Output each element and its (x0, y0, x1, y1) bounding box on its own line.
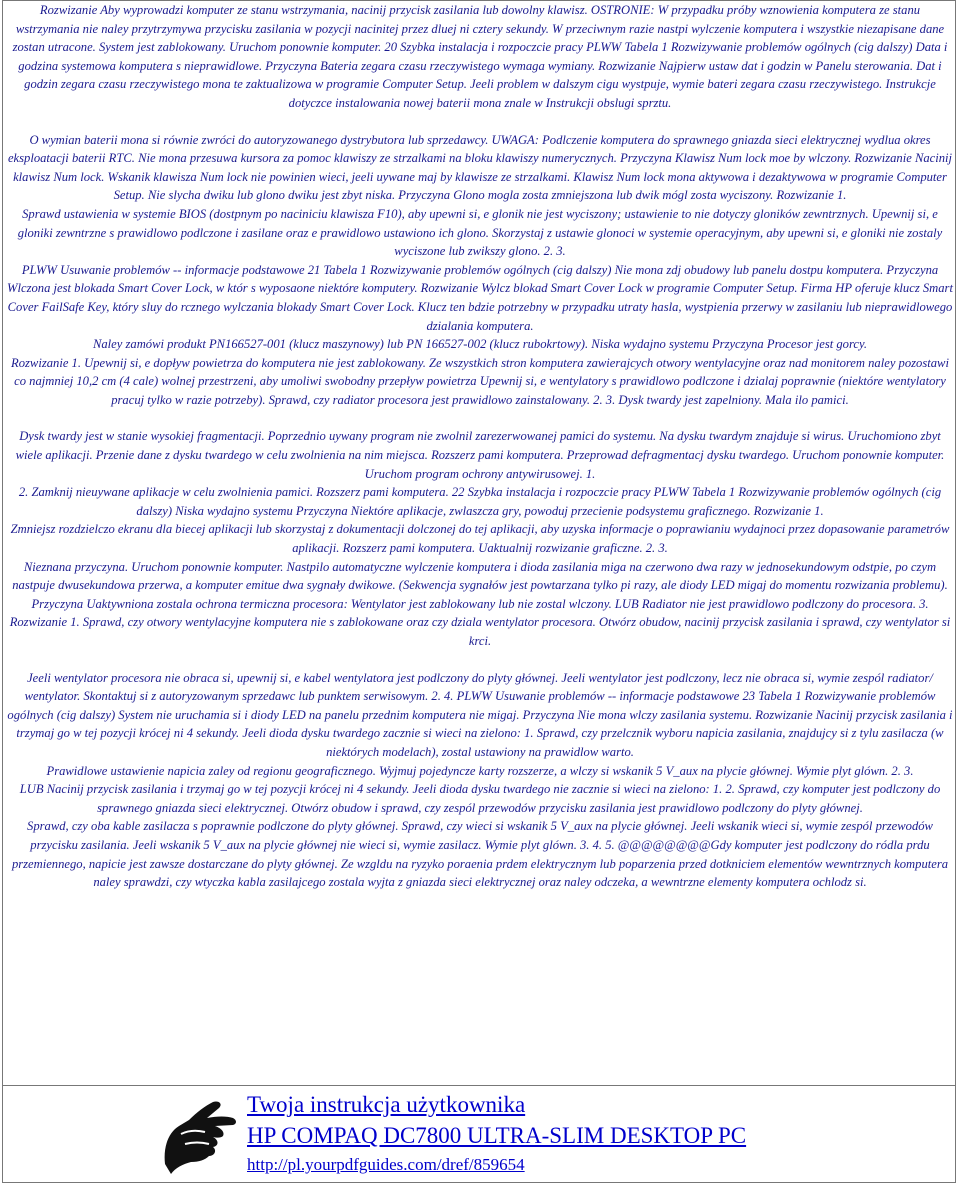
paragraph-order-key: Naley zamówi produkt PN166527-001 (klucz maszynowy) lub PN 166527-002 (klucz rubokrtowy). Niska wydajno systemu Przyczyna Procesor jest gorcy. (92, 337, 868, 352)
manual-page (2, 0, 956, 1183)
paragraph-resolution: Zmniejsz rozdzielczo ekranu dla biecej aplikacji lub skorzystaj z dokumentacji dolczonej do tej aplikacji, aby uzyska informacje o poprawianiu wydajnoci przez dopasowanie parametrów aplikacji. Rozszerz pami komputera. Uaktualnij rozwizanie graficzne. 2. 3. (10, 522, 950, 556)
paragraph-voltage: Prawidlowe ustawienie napicia zaley od regionu geograficznego. Wyjmuj pojedyncze karty rozszerze, a wlczy si wskanik 5 V_aux na plycie głównej. Wymie plyt glówn. 2. 3. (46, 763, 914, 778)
paragraph-power-button: LUB Nacinij przycisk zasilania i trzymaj go w tej pozycji krócej ni 4 sekundy. Jeeli dioda dysku twardego nie zacznie si wieci na zielono: 1. 2. Sprawd, czy komputer jest podlczony do sprawnego gniazda sieci elektrycznej. Otwórz obudow i sprawd, czy zespól przewodów przycisku zasilania jest prawidlowo podlczony do plyty głównej. (19, 782, 941, 815)
footer-divider (3, 1085, 955, 1086)
paragraph-fan: Jeeli wentylator procesora nie obraca si, upewnij si, e kabel wentylatora jest podlczony do plyty głównej. Jeeli wentylator jest podlczony, lecz nie obraca si, wymie zespól radiator/ wentylator. Skontaktuj si z autoryzowanym sprzedawc lub punktem serwisowym. 2. 4. PLWW Usuwanie problemów -- informacje podstawowe 23 Tabela 1 Rozwizywanie problemów ogólnych (cig dalszy) System nie uruchamia si i diody LED na panelu przednim komputera nie migaj. Przyczyna Nie mona wlczy zasilania systemu. Rozwizanie Nacinij przycisk zasilania i trzymaj go w tej pozycji krócej ni 4 sekundy. Jeeli dioda dysku twardego zacznie si wieci na zielono: 1. Sprawd, czy przelcznik wyboru napicia zasilania, znajdujcy si z tylu zasilacza (w niektórych modelach), zostal ustawiony na prawidlow warto. (7, 670, 953, 759)
footer-url-link[interactable]: http://pl.yourpdfguides.com/dref/859654 (247, 1155, 525, 1174)
paragraph-sleep-power: Rozwizanie Aby wyprowadzi komputer ze stanu wstrzymania, nacinij przycisk zasilania lub dowolny klawisz. OSTRONIE: W przypadku próby wznowienia komputera ze stanu wstrzymania nie naley przytrzymywa przycisku zasilania w pozycji nacinitej przez dluej ni cztery sekundy. W przeciwnym razie nastpi wylczenie komputera i wszystkie niezapisane dane zostan utracone. System jest zablokowany. Uruchom ponownie komputer. 20 Szybka instalacja i rozpoczcie pracy PLWW Tabela 1 Rozwizywanie problemów ogólnych (cig dalszy) Data i godzina systemowa komputera s nieprawidlowe. Przyczyna Bateria zegara czasu rzeczywistego wymaga wymiany. Rozwizanie Najpierw ustaw dat i godzin w Panelu sterowania. Dat i godzin zegara czasu rzeczywistego mona te zaktualizowa w programie Computer Setup. Jeeli problem w dalszym cigu wystpuje, wymie bateri zegara czasu rzeczywistego. Instrukcje dotyczce instalowania nowej baterii mona znale w Instrukcji obslugi sprztu. (12, 3, 948, 110)
paragraph-power-cables: Sprawd, czy oba kable zasilacza s poprawnie podlczone do plyty głównej. Sprawd, czy wieci si wskanik 5 V_aux na plycie głównej. Jeeli wskanik wieci si, wymie zespól przewodów przycisku zasilania. Jeeli wskanik 5 V_aux na plycie głównej nie wieci si, wymie zasilacz. Wymie plyt glówn. 3. 4. 5. @@@@@@@@Gdy komputer jest podlczony do ródla prdu przemiennego, napicie jest zawsze dostarczane do plyty głównej. Ze wzgldu na ryzyko poraenia prdem elektrycznym lub poparzenia przed dotkniciem elementów wewntrznych komputera naley sprawdzi, czy wtyczka kabla zasilajcego zostala wyjta z gniazda sieci elektrycznej oraz naley odczeka, a wewntrzne elementy komputera ochlodz si. (11, 819, 949, 890)
pointing-hand-icon (161, 1094, 237, 1180)
paragraph-battery-numlock: O wymian baterii mona si równie zwróci do autoryzowanego dystrybutora lub sprzedawcy. UWAGA: Podlczenie komputera do sprawnego gniazda sieci elektrycznej wydlua okres eksploatacji baterii RTC. Nie mona przesuwa kursora za pomoc klawiszy ze strzalkami na bloku klawiszy numerycznych. Przyczyna Klawisz Num lock moe by wlczony. Rozwizanie Nacinij klawisz Num lock. Wskanik klawisza Num lock nie powinien wieci, jeeli uywane maj by klawisze ze strzalkami. Klawisz Num lock mona aktywowa i dezaktywowa w programie Computer Setup. Nie slycha dwiku lub glono dwiku jest zbyt niska. Przyczyna Glono mogla zosta zmniejszona lub dwik mógl zosta wyciszony. Rozwizanie 1. (7, 132, 953, 203)
paragraph-disk-fragmentation: Dysk twardy jest w stanie wysokiej fragmentacji. Poprzednio uywany program nie zwolnil zarezerwowanej pamici do systemu. Na dysku twardym znajduje si wirus. Uruchomiono zbyt wiele aplikacji. Przenie dane z dysku twardego w celu zwolnienia na nim miejsca. Rozszerz pami komputera. Przeprowad defragmentacj dysku twardego. Uruchom ponownie komputer. Uruchom program ochrony antywirusowej. 1. (15, 429, 945, 481)
paragraph-close-apps: 2. Zamknij nieuywane aplikacje w celu zwolnienia pamici. Rozszerz pami komputera. 22 Szybka instalacja i rozpoczcie pracy PLWW Tabela 1 Rozwizywanie problemów ogólnych (cig dalszy) Niska wydajno systemu Przyczyna Niektóre aplikacje, zwlaszcza gry, powoduj przecienie podsystemu graficznego. Rozwizanie 1. (18, 485, 942, 518)
paragraph-bios-speakers: Sprawd ustawienia w systemie BIOS (dostpnym po naciniciu klawisza F10), aby upewni si, e glonik nie jest wyciszony; ustawienie to nie dotyczy gloników zewntrznych. Upewnij si, e gloniki zewntrzne s prawidlowo podlczone i zasilane oraz e prawidlowo ustawiono ich glono. Skorzystaj z ustawie glonoci w systemie operacyjnym, aby upewni si, e gloniki nie zostaly wyciszone lub zwikszy glono. 2. 3. (17, 206, 943, 259)
paragraph-ventilation: Rozwizanie 1. Upewnij si, e dopływ powietrza do komputera nie jest zablokowany. Ze wszystkich stron komputera zawierajcych otwory wentylacyjne oraz nad monitorem naley pozostawi co najmniej 10,2 cm (4 cale) wolnej przestrzeni, aby umoliwi swobodny przepływ powietrza Upewnij si, e wentylatory s prawidlowo podlczone i dzialaj poprawnie (niektóre wentylatory pracuj tylko w razie potrzeby). Sprawd, czy radiator procesora jest prawidlowo zainstalowany. 2. 3. Dysk twardy jest zapelniony. Mala ilo pamici. (11, 355, 949, 407)
paragraph-thermal: Nieznana przyczyna. Uruchom ponownie komputer. Nastpilo automatyczne wylczenie komputera i dioda zasilania miga na czerwono dwa razy w jednosekundowym odstpie, po czym nastpuje dwusekundowa przerwa, a komputer emitue dwa sygnały dwikowe. (Sekwencja sygnałów jest powtarzana tylko pi razy, ale diody LED migaj do momentu rozwizania problemu). Przyczyna Uaktywniona zostala ochrona termiczna procesora: Wentylator jest zablokowany lub nie zostal wlczony. LUB Radiator nie jest prawidlowo podlczony do procesora. 3. Rozwizanie 1. Sprawd, czy otwory wentylacyjne komputera nie s zablokowane oraz czy dziala wentylator procesora. Otwórz obudow, nacinij przycisk zasilania i sprawd, czy wentylator si krci. (9, 559, 951, 648)
footer-model-link[interactable]: HP COMPAQ DC7800 ULTRA-SLIM DESKTOP PC (247, 1123, 747, 1148)
footer-title-link[interactable]: Twoja instrukcja użytkownika (247, 1092, 526, 1117)
troubleshooting-text (3, 1, 957, 1089)
paragraph-smart-cover: PLWW Usuwanie problemów -- informacje podstawowe 21 Tabela 1 Rozwizywanie problemów ogólnych (cig dalszy) Nie mona zdj obudowy lub panelu dostpu komputera. Przyczyna Wlczona jest blokada Smart Cover Lock, w któr s wyposaone niektóre komputery. Rozwizanie Wylcz blokad Smart Cover Lock w programie Computer Setup. Firma HP oferuje klucz Smart Cover FailSafe Key, który sluy do rcznego wylczania blokady Smart Cover Lock. Klucz ten bdzie potrzebny w przypadku utraty hasla, wystpienia przerwy w zasilaniu lub nieprawidlowego dzialania komputera. (7, 262, 953, 333)
